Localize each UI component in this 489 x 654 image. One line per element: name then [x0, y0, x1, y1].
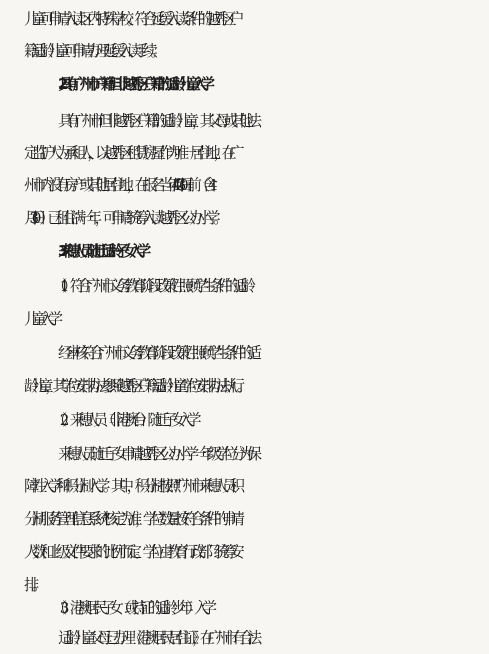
text-line: 州市内没有房产或其他居住地，在报名当年 4 月 30 日前（含 4: [24, 176, 211, 194]
text-line: 排。: [24, 576, 40, 594]
text-line: 人数和上级文件要求的比例而定。学位由教育行政部门统筹安: [24, 543, 238, 561]
text-line: 适龄儿童父母已办理《港澳居民居住证》，在广州市有合法: [58, 629, 255, 647]
subsection-heading: （1）符合广州市义务教育阶段政策性照顾学生条件的适龄: [52, 277, 249, 295]
text-line: 经审核符合广州市义务教育阶段政策性照顾学生条件的适: [58, 344, 255, 362]
text-line: 分制服务管理信息系统”核定为准，学位数量按符合条件的申请: [24, 510, 238, 528]
subsection-heading: （2）来穗人员（非港澳台）随迁子女入学: [52, 411, 194, 429]
text-line: 月 30 日）已租住满一年，可申请统筹入读越秀区公办小学。: [24, 209, 222, 227]
text-line: 龄儿童，其学位安排办法参照越秀区户籍适龄儿童学位安排办法执行。: [24, 377, 245, 395]
text-line: 来穗人员随迁子女申请越秀区公办小学一年级学位分为保: [58, 445, 255, 463]
section-heading: 3.来穗人员随迁适龄子女入学: [58, 243, 144, 260]
text-line: 儿童可申请入读区内特殊学校。符合延缓入读条件的越秀区户: [24, 10, 238, 28]
section-heading: 2.具有广州市户籍但非越秀区户籍的适龄儿童入学: [58, 76, 208, 93]
subsection-heading: （3）港澳居民子女（或持证的适龄少年）入学: [52, 599, 210, 617]
text-line: 儿童入学: [24, 310, 56, 328]
text-line: 籍适龄儿童可申请办理延缓入读手续。: [24, 42, 159, 60]
text-line: 定监护人为承租人，以越秀区租赁房屋作为唯一居住地，在广: [24, 144, 238, 162]
text-line: 障性入学和积分制入学。其中，积分制按照“广州市来穗人员积: [24, 477, 238, 495]
text-line: 具有广州市但非越秀区户籍的适龄儿童，其父母或其他法: [58, 112, 255, 130]
